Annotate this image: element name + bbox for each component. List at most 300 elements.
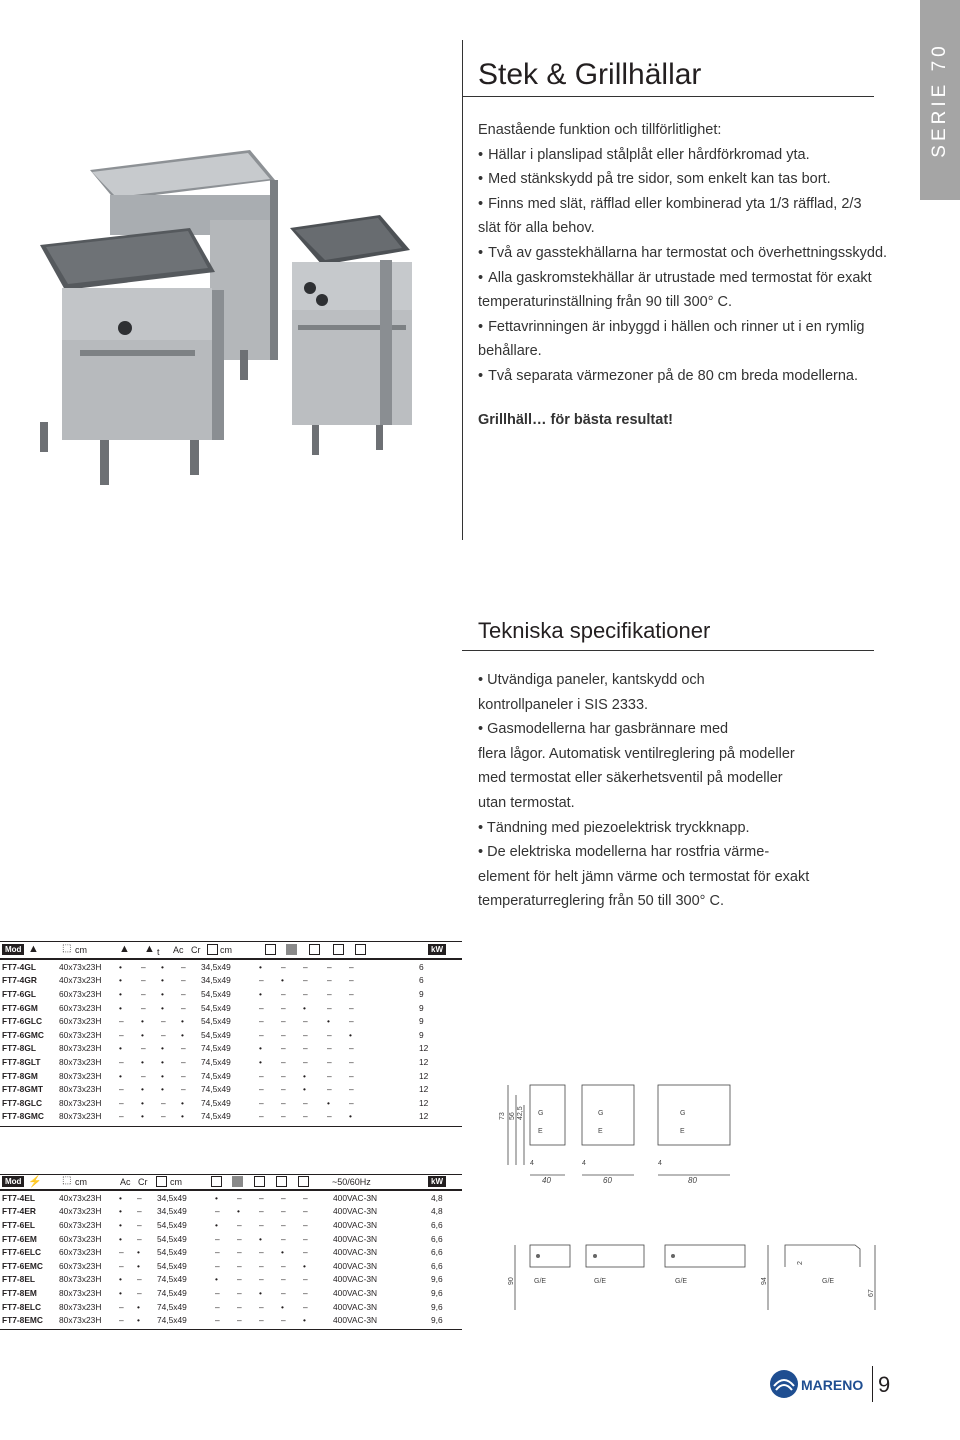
table-cell: 54,5x49 bbox=[157, 1233, 187, 1244]
table-cell: – bbox=[137, 1206, 142, 1217]
gas-header-ac: Ac bbox=[173, 945, 184, 955]
table-cell: 74,5x49 bbox=[201, 1084, 231, 1095]
table-cell: 12 bbox=[419, 1111, 429, 1122]
specs-line: • De elektriska modellerna har rostfria värme- bbox=[478, 844, 770, 861]
table-cell: – bbox=[119, 1315, 124, 1326]
table-cell: – bbox=[259, 1111, 264, 1122]
table-cell: – bbox=[327, 1111, 332, 1122]
table-cell: • bbox=[349, 1111, 352, 1122]
table-cell: – bbox=[303, 1111, 308, 1122]
table-cell: – bbox=[303, 1206, 308, 1217]
gas-table-bottom-rule bbox=[0, 1126, 462, 1127]
table-cell: – bbox=[281, 1206, 286, 1217]
intro-bullet: • Två separata värmezoner på de 80 cm breda modellerna. bbox=[478, 364, 887, 389]
model-code: FT7-4GR bbox=[2, 975, 37, 986]
table-cell: – bbox=[349, 1070, 354, 1081]
model-code: FT7-8GMT bbox=[2, 1084, 43, 1095]
table-cell: • bbox=[215, 1192, 218, 1203]
intro-bullet: • Två av gasstekhällarna har termostat och överhettningsskydd. bbox=[478, 241, 887, 266]
mixed-surface-icon bbox=[309, 944, 320, 955]
table-cell: 400VAC-3N bbox=[333, 1233, 378, 1244]
table-cell: • bbox=[181, 1016, 184, 1027]
table-cell: – bbox=[327, 1056, 332, 1067]
specs-line: flera lågor. Automatisk ventilreglering på modeller bbox=[478, 745, 795, 762]
el-spec-table bbox=[2, 1191, 451, 1327]
table-cell: – bbox=[327, 975, 332, 986]
table-cell: 40x73x23H bbox=[59, 1206, 102, 1217]
table-cell: 34,5x49 bbox=[157, 1192, 187, 1203]
flame-icon: ▲ bbox=[28, 943, 39, 955]
el-table-row bbox=[2, 1273, 451, 1287]
intro-bullet: • Fettavrinningen är inbyggd i hällen och rinner ut i en rymlig bbox=[478, 315, 887, 340]
table-cell: 6,6 bbox=[431, 1260, 443, 1271]
table-cell: – bbox=[119, 1301, 124, 1312]
table-cell: • bbox=[349, 1029, 352, 1040]
table-cell: – bbox=[119, 1056, 124, 1067]
table-cell: – bbox=[181, 988, 186, 999]
intro-continuation: slät för alla behov. bbox=[478, 220, 595, 237]
chrome-smooth-icon bbox=[276, 1176, 287, 1187]
table-cell: • bbox=[259, 1056, 262, 1067]
table-cell: 4,8 bbox=[431, 1206, 443, 1217]
table-cell: – bbox=[215, 1233, 220, 1244]
gas-spec-table bbox=[2, 960, 439, 1123]
table-cell: – bbox=[161, 1016, 166, 1027]
table-cell: 54,5x49 bbox=[157, 1247, 187, 1258]
table-cell: – bbox=[327, 988, 332, 999]
table-cell: • bbox=[119, 1274, 122, 1285]
gas-header-cr: Cr bbox=[191, 945, 201, 955]
table-cell: 9 bbox=[419, 1002, 424, 1013]
specs-line: temperaturreglering från 50 till 300° C. bbox=[478, 893, 724, 910]
table-cell: – bbox=[303, 1233, 308, 1244]
table-cell: • bbox=[303, 1070, 306, 1081]
label-e: E bbox=[598, 1128, 603, 1135]
table-cell: – bbox=[259, 1097, 264, 1108]
gas-header-t: t bbox=[157, 947, 160, 957]
table-cell: • bbox=[119, 1002, 122, 1013]
table-cell: – bbox=[119, 1097, 124, 1108]
dim-67: 67 bbox=[868, 1289, 875, 1297]
table-cell: 74,5x49 bbox=[157, 1274, 187, 1285]
intro-bullet: • Med stänkskydd på tre sidor, som enkelt kan tas bort. bbox=[478, 167, 887, 192]
el-table-row bbox=[2, 1232, 451, 1246]
table-cell: 80x73x23H bbox=[59, 1056, 102, 1067]
surface-icon bbox=[156, 1176, 167, 1187]
table-cell: – bbox=[259, 1315, 264, 1326]
table-cell: – bbox=[281, 1016, 286, 1027]
table-cell: • bbox=[137, 1301, 140, 1312]
table-cell: 74,5x49 bbox=[201, 1043, 231, 1054]
table-cell: • bbox=[259, 1287, 262, 1298]
table-cell: – bbox=[237, 1274, 242, 1285]
table-cell: • bbox=[181, 1111, 184, 1122]
intro-bullet: • Alla gaskromstekhällar är utrustade med termostat för exakt bbox=[478, 266, 887, 291]
model-code: FT7-6EM bbox=[2, 1233, 37, 1244]
table-cell: • bbox=[303, 1315, 306, 1326]
table-cell: • bbox=[161, 961, 164, 972]
table-cell: • bbox=[137, 1247, 140, 1258]
page-title: Stek & Grillhällar bbox=[478, 58, 702, 91]
gas-table-row bbox=[2, 1110, 439, 1124]
specs-line: element för helt jämn värme och termostat för exakt bbox=[478, 868, 810, 885]
gas-table-row bbox=[2, 974, 439, 988]
model-code: FT7-4EL bbox=[2, 1192, 36, 1203]
el-table-row bbox=[2, 1205, 451, 1219]
table-cell: 12 bbox=[419, 1097, 429, 1108]
el-kw-tag: kW bbox=[428, 1176, 446, 1187]
el-header-cr: Cr bbox=[138, 1177, 148, 1187]
mixed-surface-icon bbox=[254, 1176, 265, 1187]
dim-offset: 4 bbox=[530, 1160, 534, 1167]
table-cell: • bbox=[119, 961, 122, 972]
table-cell: 80x73x23H bbox=[59, 1315, 102, 1326]
el-table-row bbox=[2, 1218, 451, 1232]
table-cell: 9 bbox=[419, 1016, 424, 1027]
table-cell: • bbox=[141, 1056, 144, 1067]
table-cell: • bbox=[141, 1029, 144, 1040]
table-cell: 60x73x23H bbox=[59, 1247, 102, 1258]
table-cell: 6 bbox=[419, 975, 424, 986]
gas-table-row bbox=[2, 1014, 439, 1028]
gas-table-row bbox=[2, 1055, 439, 1069]
table-cell: • bbox=[161, 1084, 164, 1095]
dim-2: 2 bbox=[797, 1261, 804, 1265]
gas-header-cm: cm bbox=[75, 945, 87, 955]
table-cell: 400VAC-3N bbox=[333, 1247, 378, 1258]
table-cell: – bbox=[281, 1315, 286, 1326]
table-cell: • bbox=[137, 1315, 140, 1326]
series-label: SERIE 70 bbox=[929, 42, 950, 158]
table-cell: – bbox=[141, 975, 146, 986]
table-cell: – bbox=[349, 1043, 354, 1054]
table-cell: – bbox=[181, 1070, 186, 1081]
table-cell: – bbox=[349, 1016, 354, 1027]
flame-icon: ▲ bbox=[119, 943, 130, 955]
label-e: E bbox=[538, 1128, 543, 1135]
table-cell: – bbox=[137, 1287, 142, 1298]
table-cell: – bbox=[303, 1274, 308, 1285]
dim-42-5: 42,5 bbox=[517, 1106, 524, 1120]
table-cell: – bbox=[259, 1084, 264, 1095]
title-rule bbox=[462, 96, 874, 97]
table-cell: 9,6 bbox=[431, 1274, 443, 1285]
table-cell: 34,5x49 bbox=[157, 1206, 187, 1217]
table-cell: – bbox=[281, 1070, 286, 1081]
table-cell: – bbox=[141, 988, 146, 999]
table-cell: – bbox=[349, 1002, 354, 1013]
model-code: FT7-4ER bbox=[2, 1206, 36, 1217]
label-g: G bbox=[680, 1110, 686, 1117]
model-code: FT7-8ELC bbox=[2, 1301, 42, 1312]
dim-offset: 4 bbox=[582, 1160, 586, 1167]
table-cell: 12 bbox=[419, 1070, 429, 1081]
intro-tagline: Grillhäll… för bästa resultat! bbox=[478, 412, 673, 428]
table-cell: – bbox=[161, 1111, 166, 1122]
table-cell: – bbox=[141, 1070, 146, 1081]
table-cell: – bbox=[237, 1233, 242, 1244]
table-cell: – bbox=[303, 1029, 308, 1040]
label-ge: G/E bbox=[675, 1278, 688, 1285]
table-cell: – bbox=[259, 975, 264, 986]
table-cell: • bbox=[303, 1084, 306, 1095]
table-cell: 74,5x49 bbox=[201, 1070, 231, 1081]
gas-table-row bbox=[2, 1096, 439, 1110]
table-cell: – bbox=[181, 1043, 186, 1054]
ribbed-surface-icon bbox=[286, 944, 297, 955]
table-cell: 12 bbox=[419, 1056, 429, 1067]
table-cell: 34,5x49 bbox=[201, 975, 231, 986]
label-g: G bbox=[598, 1110, 604, 1117]
table-cell: 54,5x49 bbox=[201, 1016, 231, 1027]
table-cell: – bbox=[281, 1043, 286, 1054]
el-header-ac: Ac bbox=[120, 1177, 131, 1187]
table-cell: – bbox=[327, 961, 332, 972]
label-g: G bbox=[538, 1110, 544, 1117]
table-cell: – bbox=[349, 1097, 354, 1108]
table-cell: 80x73x23H bbox=[59, 1287, 102, 1298]
gas-technical-drawings bbox=[490, 1075, 770, 1185]
table-cell: • bbox=[161, 1043, 164, 1054]
intro-continuation: temperaturinställning från 90 till 300° C. bbox=[478, 294, 733, 311]
table-cell: – bbox=[215, 1260, 220, 1271]
table-cell: – bbox=[281, 1192, 286, 1203]
table-cell: – bbox=[259, 1016, 264, 1027]
table-cell: 60x73x23H bbox=[59, 988, 102, 999]
model-code: FT7-6GMC bbox=[2, 1029, 44, 1040]
table-cell: – bbox=[327, 1043, 332, 1054]
table-cell: – bbox=[181, 1084, 186, 1095]
table-cell: 9 bbox=[419, 988, 424, 999]
dim-90: 90 bbox=[508, 1277, 515, 1285]
table-cell: • bbox=[237, 1206, 240, 1217]
table-cell: – bbox=[349, 1056, 354, 1067]
table-cell: – bbox=[259, 1274, 264, 1285]
table-cell: 80x73x23H bbox=[59, 1070, 102, 1081]
table-cell: 400VAC-3N bbox=[333, 1287, 378, 1298]
table-cell: – bbox=[281, 1219, 286, 1230]
table-cell: – bbox=[303, 1192, 308, 1203]
gas-table-row bbox=[2, 987, 439, 1001]
front-technical-drawings bbox=[500, 1235, 880, 1315]
table-cell: 74,5x49 bbox=[157, 1301, 187, 1312]
table-cell: 34,5x49 bbox=[201, 961, 231, 972]
table-cell: • bbox=[119, 1043, 122, 1054]
model-code: FT7-6EMC bbox=[2, 1260, 43, 1271]
table-cell: 40x73x23H bbox=[59, 1192, 102, 1203]
table-cell: 80x73x23H bbox=[59, 1084, 102, 1095]
table-cell: – bbox=[281, 1233, 286, 1244]
el-table-row bbox=[2, 1245, 451, 1259]
product-front-unit-small bbox=[290, 215, 412, 455]
table-cell: 9,6 bbox=[431, 1315, 443, 1326]
product-front-unit-large bbox=[40, 228, 224, 485]
table-cell: – bbox=[137, 1192, 142, 1203]
table-cell: – bbox=[161, 1029, 166, 1040]
surface-icon bbox=[207, 944, 218, 955]
model-code: FT7-6EL bbox=[2, 1219, 36, 1230]
table-cell: 400VAC-3N bbox=[333, 1192, 378, 1203]
specs-line: med termostat eller säkerhetsventil på modeller bbox=[478, 770, 783, 787]
table-cell: 60x73x23H bbox=[59, 1233, 102, 1244]
gas-header-cm2: cm bbox=[220, 945, 232, 955]
table-cell: – bbox=[137, 1274, 142, 1285]
model-code: FT7-4GL bbox=[2, 961, 36, 972]
table-cell: – bbox=[141, 1002, 146, 1013]
table-cell: – bbox=[349, 988, 354, 999]
table-cell: 40x73x23H bbox=[59, 961, 102, 972]
table-cell: – bbox=[237, 1192, 242, 1203]
table-cell: • bbox=[259, 1043, 262, 1054]
table-cell: – bbox=[259, 1192, 264, 1203]
model-code: FT7-8GLT bbox=[2, 1056, 41, 1067]
dim-width-60: 60 bbox=[603, 1176, 612, 1185]
specs-line: utan termostat. bbox=[478, 794, 575, 811]
table-cell: 6 bbox=[419, 961, 424, 972]
gas-table-row bbox=[2, 1028, 439, 1042]
table-cell: – bbox=[281, 1111, 286, 1122]
table-cell: – bbox=[303, 1016, 308, 1027]
table-cell: 54,5x49 bbox=[157, 1260, 187, 1271]
table-cell: • bbox=[161, 988, 164, 999]
gas-table-row bbox=[2, 1069, 439, 1083]
model-code: FT7-8GL bbox=[2, 1043, 36, 1054]
chrome-smooth-icon bbox=[333, 944, 344, 955]
table-cell: 60x73x23H bbox=[59, 1219, 102, 1230]
table-cell: – bbox=[237, 1287, 242, 1298]
model-code: FT7-8EM bbox=[2, 1287, 37, 1298]
dim-73: 73 bbox=[499, 1112, 506, 1120]
table-cell: • bbox=[259, 988, 262, 999]
table-cell: – bbox=[281, 1002, 286, 1013]
gas-kw-tag: kW bbox=[428, 944, 446, 955]
table-cell: 12 bbox=[419, 1084, 429, 1095]
table-cell: – bbox=[349, 975, 354, 986]
table-cell: 9,6 bbox=[431, 1301, 443, 1312]
table-cell: • bbox=[259, 961, 262, 972]
el-header-cm: cm bbox=[75, 1177, 87, 1187]
intro-continuation: behållare. bbox=[478, 343, 542, 360]
specs-heading: Tekniska specifikationer bbox=[478, 618, 711, 643]
table-cell: • bbox=[119, 975, 122, 986]
label-e: E bbox=[680, 1128, 685, 1135]
table-cell: – bbox=[281, 1260, 286, 1271]
table-cell: – bbox=[303, 1097, 308, 1108]
table-cell: • bbox=[119, 1233, 122, 1244]
table-cell: • bbox=[119, 1070, 122, 1081]
model-code: FT7-6GLC bbox=[2, 1016, 43, 1027]
table-cell: • bbox=[141, 1111, 144, 1122]
table-cell: 80x73x23H bbox=[59, 1301, 102, 1312]
table-cell: – bbox=[259, 1002, 264, 1013]
table-cell: 6,6 bbox=[431, 1219, 443, 1230]
table-cell: • bbox=[161, 1070, 164, 1081]
table-cell: – bbox=[119, 1111, 124, 1122]
table-cell: – bbox=[303, 961, 308, 972]
model-code: FT7-8GM bbox=[2, 1070, 38, 1081]
table-cell: 400VAC-3N bbox=[333, 1274, 378, 1285]
gas-table-row bbox=[2, 1082, 439, 1096]
table-cell: – bbox=[119, 1029, 124, 1040]
specs-line: • Tändning med piezoelektrisk tryckknapp. bbox=[478, 819, 750, 836]
smooth-surface-icon bbox=[211, 1176, 222, 1187]
table-cell: – bbox=[259, 1219, 264, 1230]
table-cell: – bbox=[259, 1247, 264, 1258]
table-cell: • bbox=[141, 1016, 144, 1027]
table-cell: – bbox=[281, 1084, 286, 1095]
intro-bullet: • Finns med slät, räfflad eller kombinerad yta 1/3 räfflad, 2/3 bbox=[478, 192, 887, 217]
table-cell: – bbox=[303, 1043, 308, 1054]
table-cell: – bbox=[303, 1219, 308, 1230]
gas-table-top-rule bbox=[0, 941, 462, 942]
intro-text bbox=[478, 118, 887, 389]
table-cell: • bbox=[161, 975, 164, 986]
table-cell: – bbox=[141, 961, 146, 972]
model-code: FT7-6GL bbox=[2, 988, 36, 999]
dim-56: 56 bbox=[509, 1112, 516, 1120]
el-table-row bbox=[2, 1286, 451, 1300]
model-code: FT7-8EMC bbox=[2, 1315, 43, 1326]
table-cell: • bbox=[141, 1084, 144, 1095]
chrome-mixed-icon bbox=[298, 1176, 309, 1187]
table-cell: • bbox=[215, 1274, 218, 1285]
model-code: FT7-8EL bbox=[2, 1274, 36, 1285]
table-cell: – bbox=[303, 1247, 308, 1258]
table-cell: • bbox=[303, 1260, 306, 1271]
table-cell: – bbox=[237, 1315, 242, 1326]
table-cell: – bbox=[303, 1056, 308, 1067]
table-cell: • bbox=[281, 975, 284, 986]
table-cell: 9,6 bbox=[431, 1287, 443, 1298]
specs-rule bbox=[462, 650, 874, 651]
table-cell: – bbox=[281, 1056, 286, 1067]
model-code: FT7-6GM bbox=[2, 1002, 38, 1013]
table-cell: – bbox=[215, 1301, 220, 1312]
table-cell: – bbox=[181, 1002, 186, 1013]
table-cell: 40x73x23H bbox=[59, 975, 102, 986]
smooth-surface-icon bbox=[265, 944, 276, 955]
table-cell: 80x73x23H bbox=[59, 1274, 102, 1285]
specs-line: • Gasmodellerna har gasbrännare med bbox=[478, 721, 729, 738]
table-cell: 80x73x23H bbox=[59, 1043, 102, 1054]
table-cell: – bbox=[237, 1301, 242, 1312]
el-header-freq: ~50/60Hz bbox=[332, 1177, 371, 1187]
label-ge: G/E bbox=[534, 1278, 547, 1285]
table-cell: • bbox=[137, 1260, 140, 1271]
table-cell: – bbox=[349, 1084, 354, 1095]
ribbed-surface-icon bbox=[232, 1176, 243, 1187]
table-cell: – bbox=[303, 1301, 308, 1312]
chrome-mixed-icon bbox=[355, 944, 366, 955]
model-code: FT7-8GLC bbox=[2, 1097, 43, 1108]
table-cell: – bbox=[327, 1029, 332, 1040]
table-cell: – bbox=[259, 1029, 264, 1040]
table-cell: – bbox=[137, 1233, 142, 1244]
label-ge: G/E bbox=[594, 1278, 607, 1285]
table-cell: • bbox=[161, 1002, 164, 1013]
page-number: 9 bbox=[878, 1372, 891, 1397]
table-cell: – bbox=[303, 988, 308, 999]
table-cell: 400VAC-3N bbox=[333, 1260, 378, 1271]
table-cell: – bbox=[281, 1287, 286, 1298]
table-cell: • bbox=[119, 1206, 122, 1217]
table-cell: 400VAC-3N bbox=[333, 1206, 378, 1217]
table-cell: 74,5x49 bbox=[201, 1097, 231, 1108]
table-cell: – bbox=[281, 961, 286, 972]
product-photo bbox=[40, 100, 440, 500]
specs-line: kontrollpaneler i SIS 2333. bbox=[478, 696, 649, 713]
table-cell: 60x73x23H bbox=[59, 1029, 102, 1040]
